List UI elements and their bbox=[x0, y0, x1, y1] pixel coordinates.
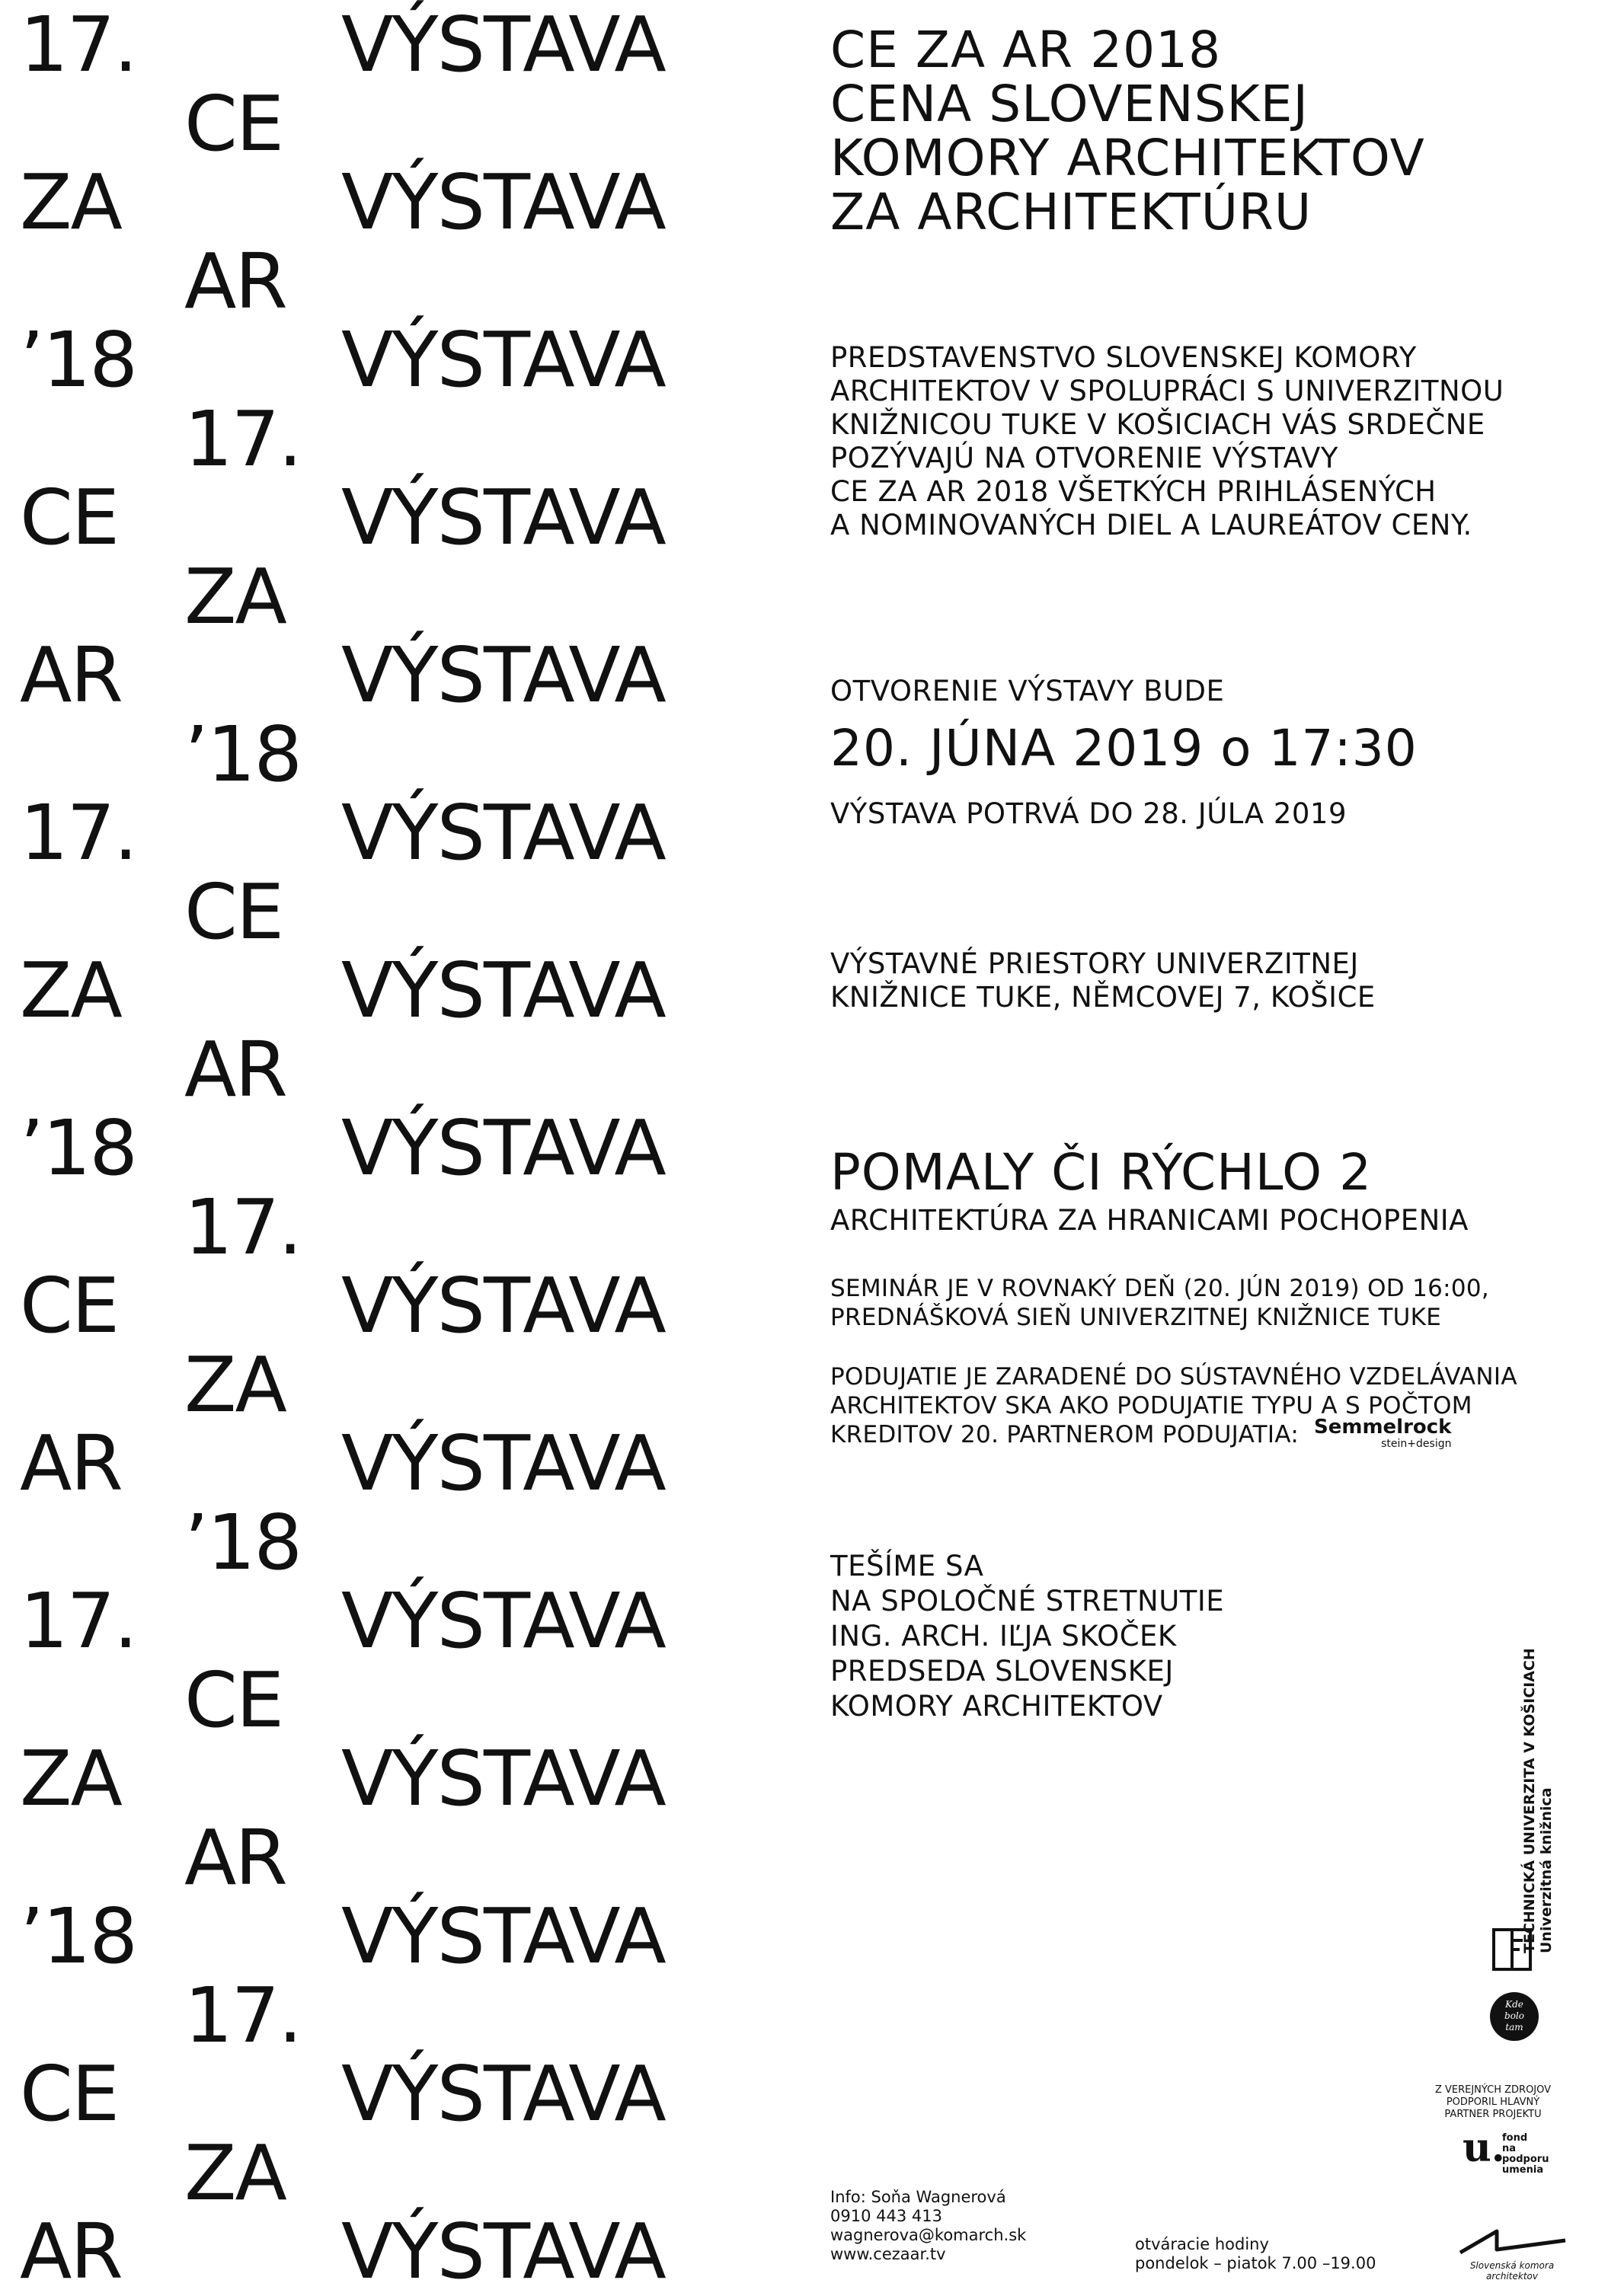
left-word-b: 17. bbox=[184, 1970, 302, 2060]
closing-line: KOMORY ARCHITEKTOV bbox=[830, 1690, 1163, 1723]
contact-email[interactable]: wagnerova@komarch.sk bbox=[830, 2226, 1027, 2244]
contact-phone: 0910 443 413 bbox=[830, 2207, 942, 2225]
left-word-a: AR bbox=[20, 1419, 122, 1508]
left-word-a: ’18 bbox=[20, 315, 137, 404]
left-word-b: ZA bbox=[184, 551, 286, 641]
intro-line: CE ZA AR 2018 VŠETKÝCH PRIHLÁSENÝCH bbox=[830, 475, 1437, 508]
ska-logo-mark-icon bbox=[1451, 2224, 1573, 2257]
intro-line: KNIŽNICOU TUKE V KOŠICIACH VÁS SRDEČNE bbox=[830, 408, 1485, 441]
kde-word: Kde bbox=[1505, 1999, 1523, 2010]
opening-date: 20. JÚNA 2019 o 17:30 bbox=[830, 719, 1418, 778]
vystava-word: VÝSTAVA bbox=[341, 1892, 665, 1981]
ska-logo bbox=[1451, 2224, 1573, 2282]
left-word-a: ZA bbox=[20, 158, 121, 247]
intro-line: PREDSTAVENSTVO SLOVENSKEJ KOMORY bbox=[830, 341, 1417, 374]
title-line: CENA SLOVENSKEJ bbox=[830, 75, 1309, 133]
contact-website[interactable]: www.cezaar.tv bbox=[830, 2245, 946, 2263]
tuke-vertical-text bbox=[1512, 1588, 1558, 1953]
sponsor-line: Z VEREJNÝCH ZDROJOV bbox=[1434, 2084, 1552, 2096]
seminar-info-line: SEMINÁR JE V ROVNAKÝ DEŇ (20. JÚN 2019) OD 16:00, bbox=[830, 1275, 1490, 1302]
left-word-a: AR bbox=[20, 2207, 122, 2296]
credits-line: KREDITOV 20. PARTNEROM PODUJATIA: bbox=[830, 1421, 1300, 1448]
left-word-b: ZA bbox=[184, 2128, 286, 2218]
venue-line: VÝSTAVNÉ PRIESTORY UNIVERZITNEJ bbox=[830, 947, 1359, 980]
left-word-b: AR bbox=[184, 1812, 286, 1902]
vystava-word: VÝSTAVA bbox=[341, 1576, 665, 1665]
fond-mark: u. bbox=[1463, 2125, 1505, 2171]
partner-name: Semmelrock bbox=[1314, 1416, 1452, 1439]
fond-text bbox=[1502, 2133, 1554, 2176]
vystava-word: VÝSTAVA bbox=[341, 0, 665, 89]
left-word-b: AR bbox=[184, 236, 286, 326]
vystava-word: VÝSTAVA bbox=[341, 946, 665, 1035]
left-word-a: CE bbox=[20, 1261, 119, 1350]
left-word-b: CE bbox=[184, 1655, 283, 1745]
left-word-b: CE bbox=[184, 78, 283, 168]
left-word-b: ’18 bbox=[184, 1497, 302, 1587]
seminar-info bbox=[830, 1274, 1489, 1332]
left-word-b: 17. bbox=[184, 394, 302, 484]
intro-line: POZÝVAJÚ NA OTVORENIE VÝSTAVY bbox=[830, 442, 1338, 474]
invitation-paragraph bbox=[830, 341, 1504, 542]
seminar-subtitle: ARCHITEKTÚRA ZA HRANICAMI POCHOPENIA bbox=[830, 1204, 1469, 1237]
fond-line: fond bbox=[1502, 2132, 1528, 2144]
closing-line: PREDSEDA SLOVENSKEJ bbox=[830, 1655, 1174, 1688]
tuke-name: TECHNICKÁ UNIVERZITA V KOŠICIACH bbox=[1521, 1648, 1538, 1953]
vystava-word: VÝSTAVA bbox=[341, 2207, 665, 2296]
semmelrock-logo bbox=[1314, 1416, 1451, 1450]
tuke-library: Univerzitná knižnica bbox=[1538, 1787, 1555, 1953]
left-word-a: ZA bbox=[20, 946, 121, 1035]
tuke-logo-icon bbox=[1489, 1927, 1535, 1972]
vystava-word: VÝSTAVA bbox=[341, 473, 665, 562]
left-word-b: ZA bbox=[184, 1340, 286, 1429]
contact-name: Info: Soňa Wagnerová bbox=[830, 2188, 1006, 2206]
left-word-a: AR bbox=[20, 631, 122, 720]
title-line: KOMORY ARCHITEKTOV bbox=[830, 129, 1425, 187]
hours-label: otváracie hodiny bbox=[1135, 2235, 1269, 2253]
kde-word: bolo bbox=[1504, 2010, 1524, 2021]
left-word-b: CE bbox=[184, 867, 283, 956]
sponsor-note bbox=[1432, 2084, 1554, 2121]
seminar-info-line: PREDNÁŠKOVÁ SIEŇ UNIVERZITNEJ KNIŽNICE TUKE bbox=[830, 1304, 1442, 1331]
fond-line: na podporu bbox=[1502, 2143, 1549, 2165]
sponsor-line: PODPORIL HLAVNÝ bbox=[1446, 2096, 1540, 2108]
vystava-word: VÝSTAVA bbox=[341, 631, 665, 720]
right-text-column bbox=[830, 0, 1592, 2285]
intro-line: A NOMINOVANÝCH DIEL A LAUREÁTOV CENY. bbox=[830, 509, 1472, 541]
fond-na-podporu-umenia-logo bbox=[1463, 2125, 1554, 2176]
left-word-a: ZA bbox=[20, 1734, 121, 1823]
vystava-word: VÝSTAVA bbox=[341, 2049, 665, 2138]
vystava-word: VÝSTAVA bbox=[341, 1261, 665, 1350]
opening-hours bbox=[1135, 2235, 1376, 2273]
credits-line: ARCHITEKTOV SKA AKO PODUJATIE TYPU A S POČTOM bbox=[830, 1392, 1472, 1419]
title-block bbox=[830, 23, 1425, 239]
left-typographic-column bbox=[0, 0, 762, 2296]
venue-line: KNIŽNICE TUKE, NĚMCOVEJ 7, KOŠICE bbox=[830, 981, 1376, 1014]
vystava-word: VÝSTAVA bbox=[341, 788, 665, 877]
kde-word: tam bbox=[1505, 2022, 1523, 2033]
left-word-a: 17. bbox=[20, 788, 137, 877]
sponsor-line: PARTNER PROJEKTU bbox=[1444, 2109, 1542, 2120]
closing-line: NA SPOLOČNÉ STRETNUTIE bbox=[830, 1585, 1225, 1617]
left-word-a: CE bbox=[20, 2049, 119, 2138]
vystava-word: VÝSTAVA bbox=[341, 158, 665, 247]
left-word-a: 17. bbox=[20, 0, 137, 89]
vystava-word: VÝSTAVA bbox=[341, 1103, 665, 1193]
closing-line: TEŠÍME SA bbox=[830, 1550, 984, 1582]
left-word-a: CE bbox=[20, 473, 119, 562]
contact-block bbox=[830, 2188, 1026, 2264]
left-word-a: 17. bbox=[20, 1576, 137, 1665]
intro-line: ARCHITEKTOV V SPOLUPRÁCI S UNIVERZITNOU bbox=[830, 375, 1504, 407]
hours-value: pondelok – piatok 7.00 –19.00 bbox=[1135, 2254, 1376, 2272]
partner-tagline: stein+design bbox=[1381, 1438, 1452, 1450]
left-word-a: ’18 bbox=[20, 1892, 137, 1981]
seminar-title: POMALY ČI RÝCHLO 2 bbox=[830, 1143, 1373, 1202]
credits-line: PODUJATIE JE ZARADENÉ DO SÚSTAVNÉHO VZDELÁVANIA bbox=[830, 1363, 1517, 1391]
kde-bolo-tam-logo bbox=[1489, 1991, 1539, 2042]
title-line: CE ZA AR 2018 bbox=[830, 21, 1222, 79]
closing-block bbox=[830, 1549, 1224, 1724]
left-word-b: AR bbox=[184, 1024, 286, 1114]
title-line: ZA ARCHITEKTÚRU bbox=[830, 183, 1312, 241]
left-word-b: ’18 bbox=[184, 709, 302, 799]
fond-line: umenia bbox=[1502, 2164, 1544, 2176]
ska-text: Slovenská komora architektov bbox=[1469, 2260, 1555, 2282]
exhibition-end-date: VÝSTAVA POTRVÁ DO 28. JÚLA 2019 bbox=[830, 797, 1347, 830]
vystava-word: VÝSTAVA bbox=[341, 1419, 665, 1508]
vystava-word: VÝSTAVA bbox=[341, 1734, 665, 1823]
venue-block bbox=[830, 947, 1376, 1014]
left-word-a: ’18 bbox=[20, 1103, 137, 1193]
left-word-b: 17. bbox=[184, 1182, 302, 1272]
vystava-word: VÝSTAVA bbox=[341, 315, 665, 404]
closing-line: ING. ARCH. IĽJA SKOČEK bbox=[830, 1620, 1177, 1653]
opening-label: OTVORENIE VÝSTAVY BUDE bbox=[830, 675, 1225, 707]
